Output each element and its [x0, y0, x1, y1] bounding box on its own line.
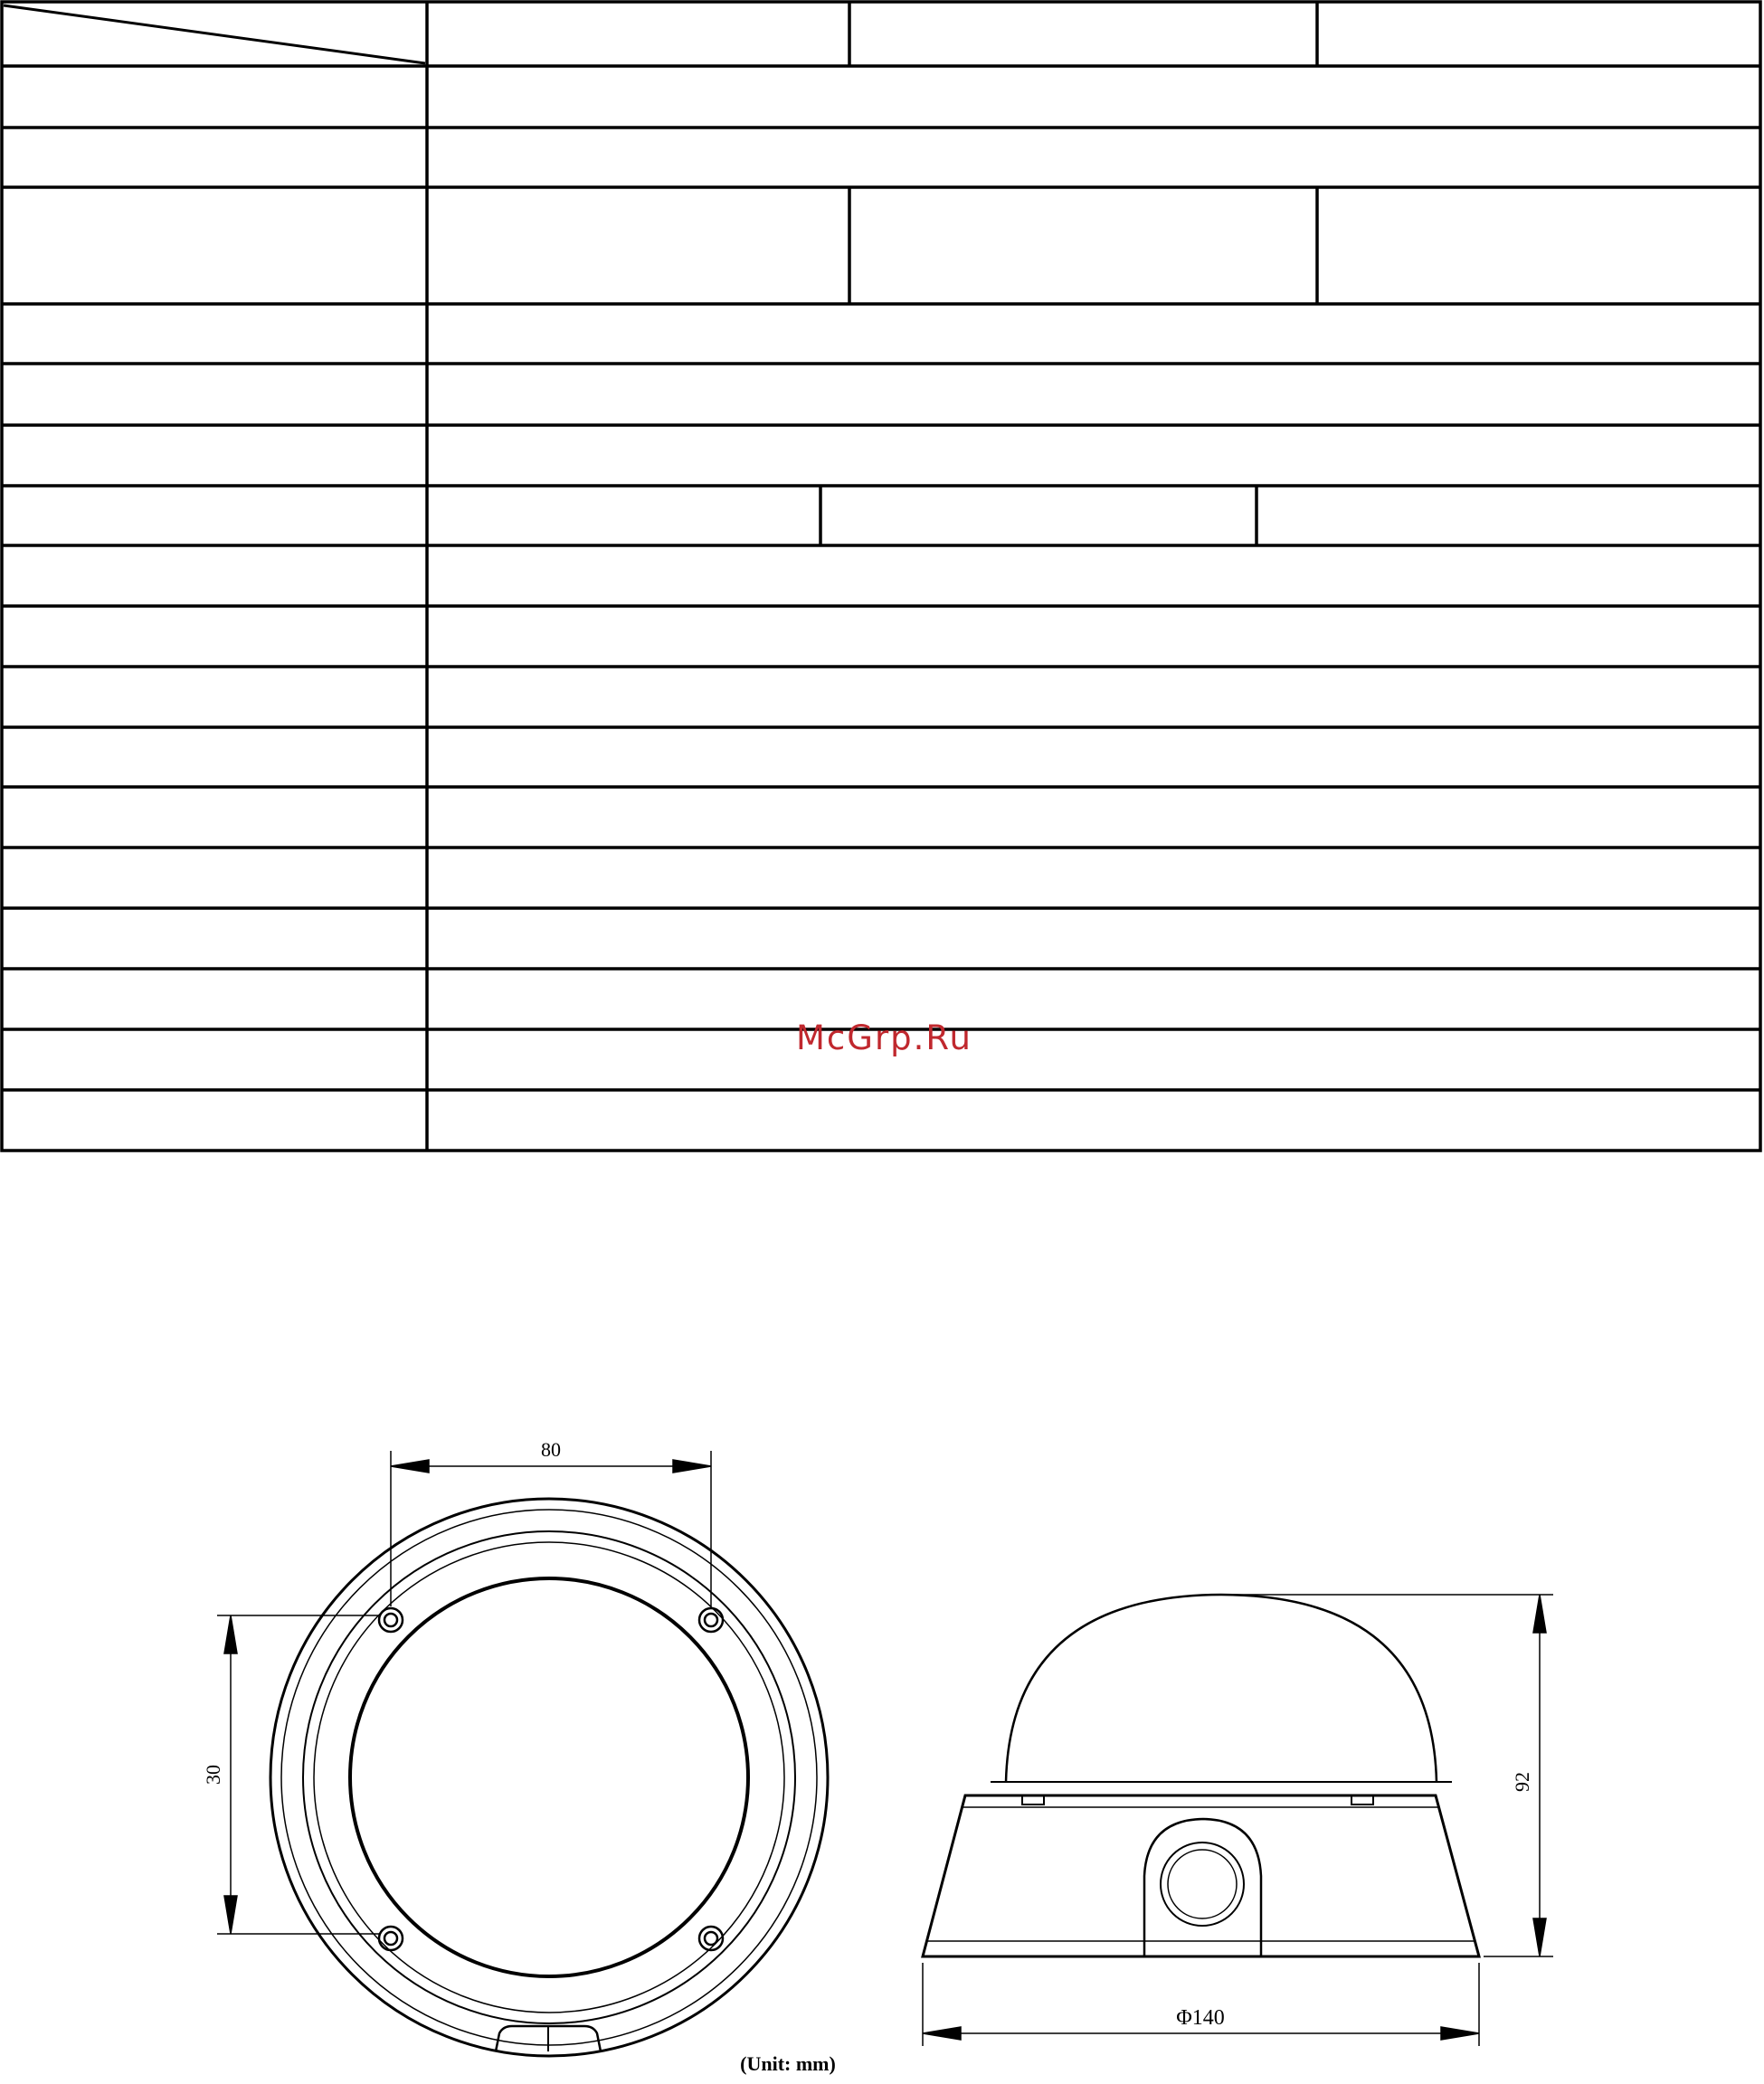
screw-hole-top-left	[379, 1608, 403, 1632]
screw-hole-top-right	[699, 1608, 723, 1632]
table-header-diagonal	[4, 5, 425, 63]
dimension-80-label: 80	[541, 1438, 561, 1461]
mid-ring	[303, 1531, 795, 2023]
side-view-drawing	[923, 1595, 1553, 2046]
dimension-92-label: 92	[1511, 1772, 1533, 1792]
dome-cover	[1006, 1595, 1437, 1782]
dimension-80	[391, 1451, 711, 1606]
front-view-drawing	[217, 1451, 828, 2056]
dimension-140	[923, 1963, 1479, 2046]
dimension-140-label: Φ140	[1176, 2006, 1225, 2030]
table-border	[2, 2, 1760, 1151]
watermark: McGrp.Ru	[796, 1018, 972, 1057]
conduit-hole	[1161, 1842, 1244, 1926]
outer-ring	[270, 1499, 828, 2056]
dimension-30	[217, 1615, 380, 1934]
outer-ring-inner-edge	[281, 1510, 817, 2045]
dimension-92	[1230, 1595, 1553, 1956]
lens-bubble	[350, 1578, 748, 1976]
screw-hole-bottom-left	[379, 1927, 403, 1950]
screw-holes	[379, 1608, 723, 1950]
unit-note: (Unit: mm)	[740, 2052, 836, 2075]
table-row-dividers	[2, 66, 1760, 1090]
screw-hole-bottom-right	[699, 1927, 723, 1950]
table-column-dividers	[820, 2, 1317, 545]
dimension-30-label: 30	[202, 1765, 224, 1785]
spec-table	[2, 2, 1760, 1151]
